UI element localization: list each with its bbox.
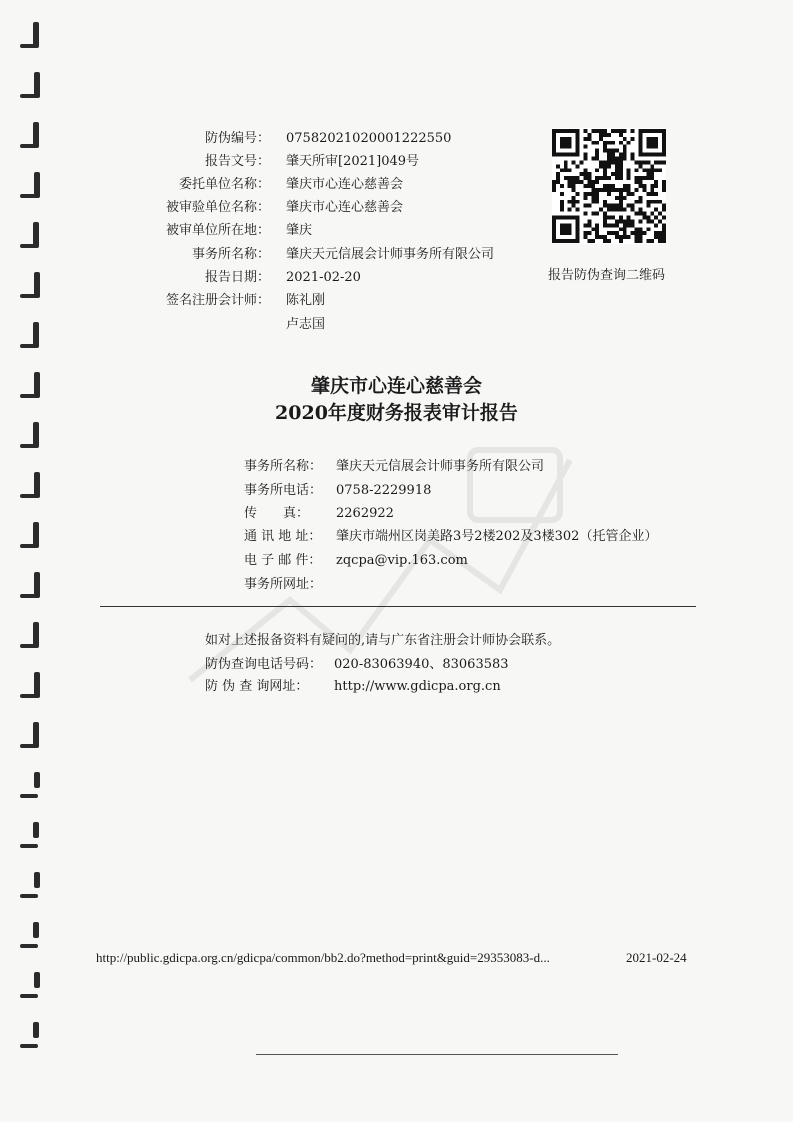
firm-email-label: 电 子 邮 件： — [244, 553, 322, 568]
binding-mark — [20, 544, 38, 548]
binding-mark — [20, 1044, 38, 1048]
audited-entity-value: 肇庆市心连心慈善会 — [286, 200, 404, 215]
binding-mark — [34, 972, 40, 988]
verify-url-label: 防 伪 查 询网址： — [205, 679, 309, 694]
binding-mark — [20, 694, 38, 698]
report-number-label: 报告文号： — [204, 154, 270, 169]
binding-mark — [20, 744, 38, 748]
binding-mark — [20, 294, 38, 298]
report-title-line2: 2020年度财务报表审计报告 — [275, 402, 518, 424]
client-name-value: 肇庆市心连心慈善会 — [286, 177, 404, 192]
binding-mark — [20, 44, 38, 48]
firm-name-value: 肇庆天元信展会计师事务所有限公司 — [286, 247, 495, 262]
verify-phone-label: 防伪查询电话号码： — [205, 657, 323, 672]
qr-code-image — [552, 128, 666, 244]
binding-mark — [33, 922, 39, 938]
firm-fax-value: 2262922 — [336, 506, 394, 521]
binding-mark — [20, 894, 38, 898]
qr-code-caption: 报告防伪查询二维码 — [548, 268, 666, 283]
firm-email-value: zqcpa@vip.163.com — [336, 553, 468, 568]
firm-fax-label: 传 真： — [244, 506, 310, 521]
client-name-label: 委托单位名称： — [178, 177, 270, 192]
firm-info-name-value: 肇庆天元信展会计师事务所有限公司 — [336, 459, 545, 474]
binding-mark — [20, 944, 38, 948]
firm-phone-label: 事务所电话： — [244, 483, 323, 498]
section-divider — [100, 606, 696, 607]
binding-mark — [20, 344, 38, 348]
binding-mark — [33, 1022, 39, 1038]
signing-accountant-value: 陈礼刚 — [286, 293, 326, 308]
binding-mark — [20, 194, 38, 198]
binding-mark — [20, 794, 38, 798]
firm-name-label: 事务所名称： — [191, 247, 270, 262]
contact-note: 如对上述报备资料有疑问的,请与广东省注册会计师协会联系。 — [205, 633, 561, 648]
firm-address-label: 通 讯 地 址： — [244, 529, 322, 544]
anti-fake-number-value: 07582021020001222550 — [286, 131, 452, 146]
report-date-value: 2021-02-20 — [286, 270, 361, 285]
second-accountant-value: 卢志国 — [286, 317, 326, 332]
print-url: http://public.gdicpa.org.cn/gdicpa/common/bb2.do?method=print&guid=29353083-d... — [96, 950, 550, 965]
binding-mark — [20, 494, 38, 498]
anti-fake-number-label: 防伪编号： — [204, 131, 270, 146]
binding-mark — [34, 872, 40, 888]
bottom-scan-line — [256, 1054, 618, 1055]
audited-entity-label: 被审验单位名称： — [165, 200, 270, 215]
binding-mark — [20, 644, 38, 648]
signing-accountant-label: 签名注册会计师： — [165, 293, 270, 308]
firm-address-value: 肇庆市端州区岗美路3号2楼202及3楼302（托管企业） — [336, 529, 658, 544]
firm-info-name-label: 事务所名称： — [244, 459, 323, 474]
binding-mark — [20, 94, 38, 98]
firm-phone-value: 0758-2229918 — [336, 483, 432, 498]
binding-mark — [33, 822, 39, 838]
binding-mark — [20, 444, 38, 448]
entity-location-value: 肇庆 — [286, 223, 313, 238]
report-title-line1: 肇庆市心连心慈善会 — [310, 375, 482, 397]
verify-url-value: http://www.gdicpa.org.cn — [334, 679, 501, 694]
firm-website-label: 事务所网址： — [244, 577, 323, 592]
entity-location-label: 被审单位所在地： — [165, 223, 270, 238]
binding-mark — [20, 994, 38, 998]
report-date-label: 报告日期： — [204, 270, 270, 285]
binding-mark — [20, 844, 38, 848]
verify-phone-value: 020-83063940、83063583 — [334, 657, 509, 672]
print-date: 2021-02-24 — [626, 950, 687, 965]
binding-mark — [20, 594, 38, 598]
binding-mark — [34, 772, 40, 788]
binding-mark — [20, 244, 38, 248]
report-number-value: 肇天所审[2021]049号 — [286, 154, 420, 169]
binding-mark — [20, 144, 38, 148]
